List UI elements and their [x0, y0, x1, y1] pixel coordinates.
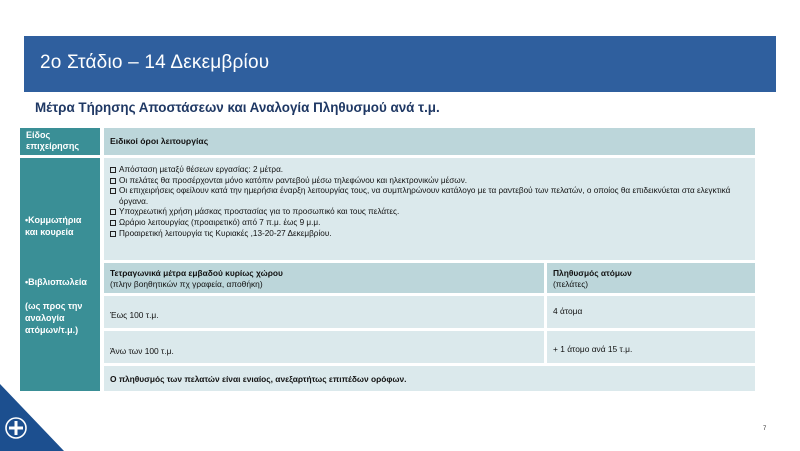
- rule-item: Απόσταση μεταξύ θέσεων εργασίας: 2 μέτρα.: [110, 165, 750, 176]
- rules-cell: [104, 158, 755, 260]
- government-emblem-icon: [0, 384, 64, 451]
- population-header-title: Πληθυσμός ατόμων: [553, 268, 632, 278]
- business-type-hair-salons: •Κομμωτήρια και κουρεία: [25, 215, 82, 237]
- checkbox-bullet-icon: [110, 178, 116, 184]
- checkbox-bullet-icon: [110, 188, 116, 194]
- business-type-header-label: Είδος επιχείρησης: [26, 130, 80, 151]
- checkbox-bullet-icon: [110, 231, 116, 237]
- checkbox-bullet-icon: [110, 167, 116, 173]
- title-band: [24, 36, 776, 92]
- slide-subtitle: Μέτρα Τήρησης Αποστάσεων και Αναλογία Πληθυσμού ανά τ.μ.: [35, 100, 440, 115]
- table-row-area-cell: Έως 100 τ.μ.: [104, 296, 544, 328]
- rule-item: Υποχρεωτική χρήση μάσκας προστασίας για το προσωπικό και τους πελάτες.: [110, 207, 750, 218]
- area-header-note: (πλην βοηθητικών πχ γραφεία, αποθήκη): [110, 279, 263, 289]
- page-number: 7: [763, 426, 767, 432]
- area-column-header: [104, 263, 544, 293]
- business-type-bookstores: •Βιβλιοπωλεία (ως προς την αναλογία ατόμων/τ.μ.): [25, 277, 87, 335]
- special-terms-header: [104, 128, 755, 155]
- population-footer-note: Ο πληθυσμός των πελατών είναι ενιαίος, ανεξαρτήτως επιπέδων ορόφων.: [104, 366, 755, 391]
- rules-list: [110, 165, 750, 239]
- table-row-area-cell: Άνω των 100 τ.μ.: [104, 331, 544, 363]
- slide-title: 2ο Στάδιο – 14 Δεκεμβρίου: [40, 52, 270, 73]
- rule-item: Οι επιχειρήσεις οφείλουν κατά την ημερήσια έναρξη λειτουργίας τους, να συμπληρώνουν κατάλογο με τα ραντεβού των πελατών, ο οποίος θα επιδεικνύεται στα ελεγκτικά όργανα.: [110, 186, 750, 207]
- rule-item: Οι πελάτες θα προσέρχονται μόνο κατόπιν ραντεβού μέσω τηλεφώνου και ηλεκτρονικών μέσων.: [110, 176, 750, 187]
- special-terms-header-label: Ειδικοί όροι λειτουργίας: [110, 136, 209, 146]
- checkbox-bullet-icon: [110, 220, 116, 226]
- business-types-cell: [20, 158, 100, 391]
- area-header-title: Τετραγωνικά μέτρα εμβαδού κυρίως χώρου: [110, 268, 283, 278]
- business-type-header: [20, 128, 100, 155]
- population-column-header: [547, 263, 755, 293]
- table-row-population-cell: 4 άτομα: [547, 296, 755, 328]
- rule-item: Ωράριο λειτουργίας (προαιρετικό) από 7 π.μ. έως 9 μ.μ.: [110, 218, 750, 229]
- rule-item: Προαιρετική λειτουργία τις Κυριακές ,13-20-27 Δεκεμβρίου.: [110, 229, 750, 240]
- table-row-population-cell: + 1 άτομο ανά 15 τ.μ.: [547, 331, 755, 363]
- checkbox-bullet-icon: [110, 209, 116, 215]
- population-header-note: (πελάτες): [553, 279, 589, 289]
